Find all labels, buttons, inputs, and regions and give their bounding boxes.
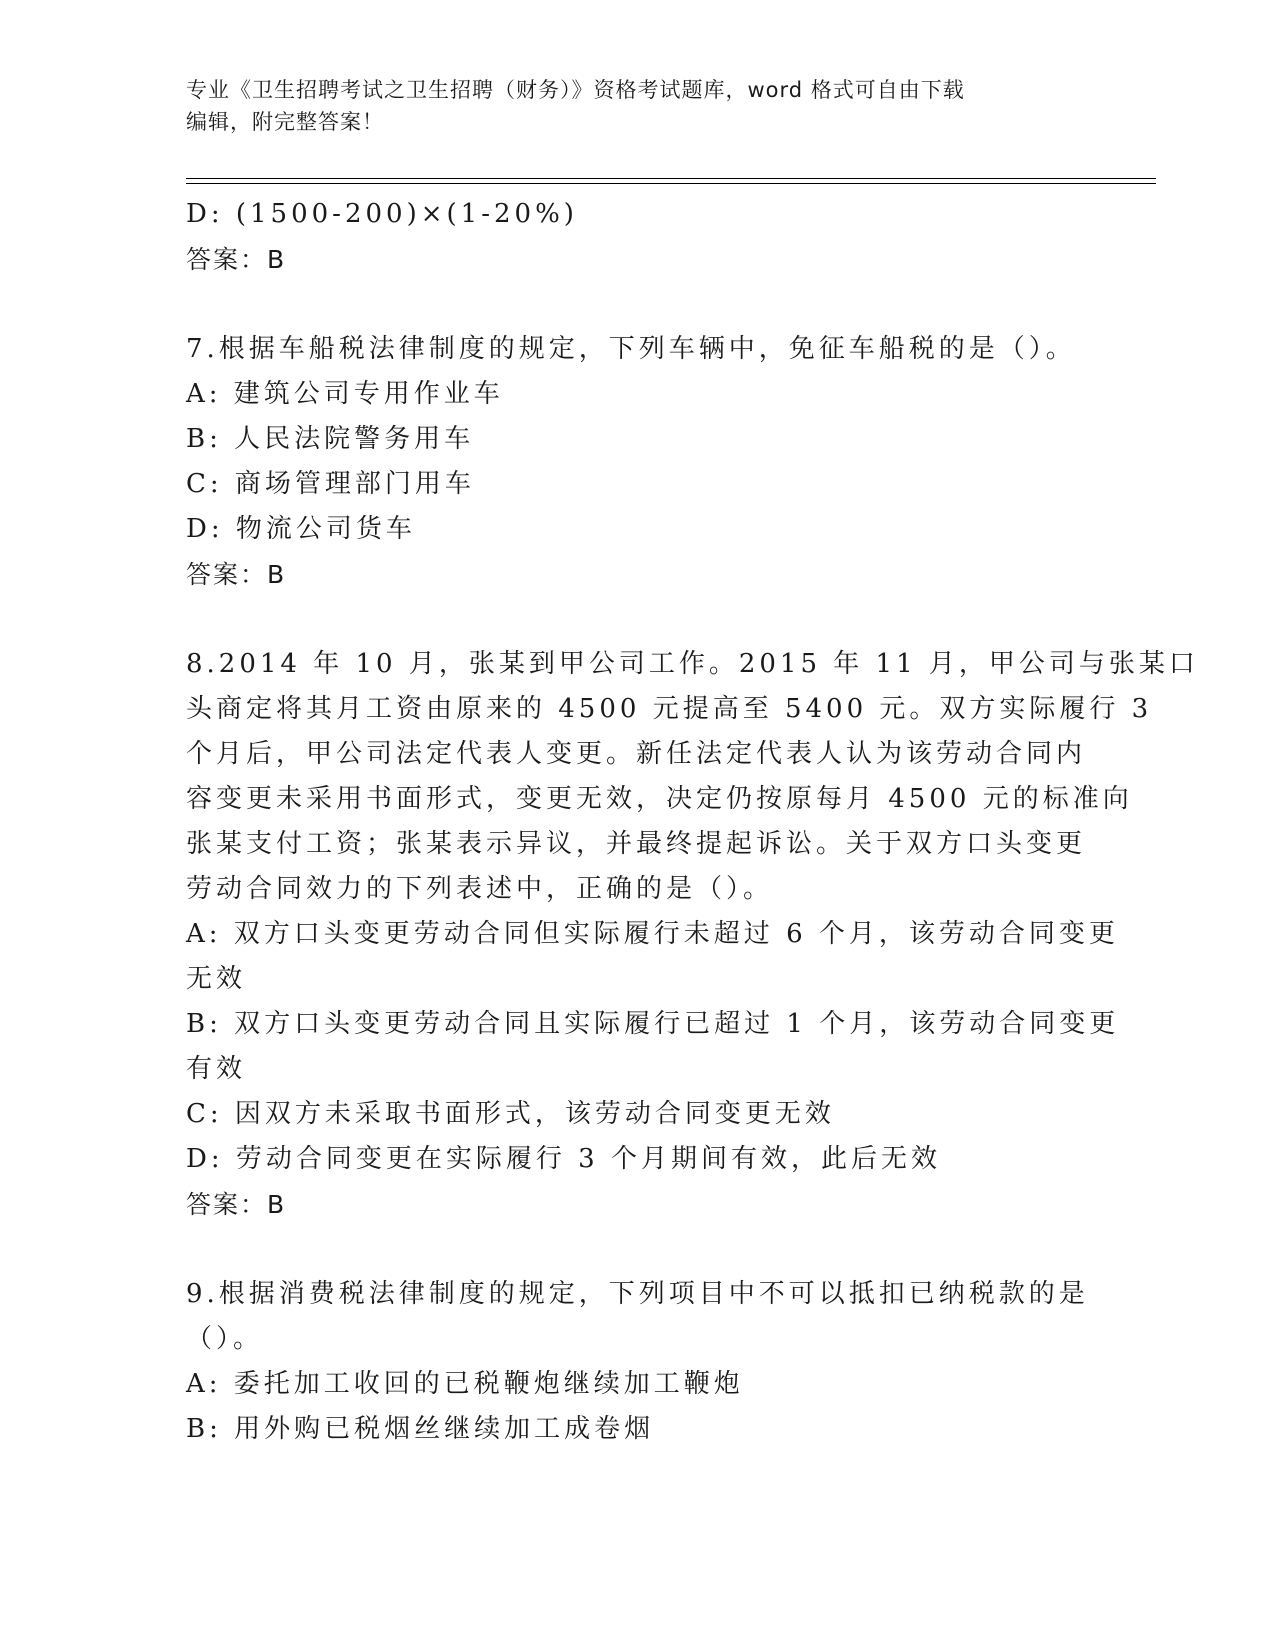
header-divider-top [186,178,1156,179]
option-b-line-1: B: 双方口头变更劳动合同且实际履行已超过 1 个月，该劳动合同变更 [186,1009,1120,1039]
question-7 [186,327,1086,597]
answer-line: 答案：B [186,560,287,589]
question-text-line-6: 劳动合同效力的下列表述中，正确的是（）。 [186,874,774,904]
spacer [186,282,1086,327]
spacer [186,597,1086,642]
question-text-line-5: 张某支付工资；张某表示异议，并最终提起诉讼。关于双方口头变更 [186,829,1087,859]
document-body [186,192,1199,1452]
answer-line: 答案：B [186,245,287,274]
question-text-line-3: 个月后，甲公司法定代表人变更。新任法定代表人认为该劳动合同内 [186,739,1087,769]
question-text-line-2: 头商定将其月工资由原来的 4500 元提高至 5400 元。双方实际履行 3 [186,694,1153,724]
option-b-line-2: 有效 [186,1054,247,1084]
question-text-line-1: 8.2014 年 10 月，张某到甲公司工作。2015 年 11 月，甲公司与张某口 [186,649,1199,679]
answer-line: 答案：B [186,1190,287,1219]
question-9 [186,1272,1089,1452]
option-b: B: 用外购已税烟丝继续加工成卷烟 [186,1414,655,1444]
option-c: C: 因双方未采取书面形式，该劳动合同变更无效 [186,1099,835,1129]
question-text-line-1: 9.根据消费税法律制度的规定，下列项目中不可以抵扣已纳税款的是 [186,1279,1089,1309]
option-a-line-2: 无效 [186,964,247,994]
header-divider-bottom [186,183,1156,184]
question-8 [186,642,1199,1227]
header-line-1: 专业《卫生招聘考试之卫生招聘（财务）》资格考试题库，word 格式可自由下载 [186,78,965,102]
spacer [186,1227,1086,1272]
option-d: D: (1500-200)×(1-20%) [186,199,578,229]
option-a: A: 委托加工收回的已税鞭炮继续加工鞭炮 [186,1369,744,1399]
question-text-line-4: 容变更未采用书面形式，变更无效，决定仍按原每月 4500 元的标准向 [186,784,1133,814]
option-d: D: 劳动合同变更在实际履行 3 个月期间有效，此后无效 [186,1144,941,1174]
option-a: A: 建筑公司专用作业车 [186,379,504,409]
question-text: 7.根据车船税法律制度的规定，下列车辆中，免征车船税的是（）。 [186,334,1076,364]
page-header [186,74,1066,138]
question-text-line-2: （）。 [186,1324,264,1354]
option-d: D: 物流公司货车 [186,514,416,544]
option-b: B: 人民法院警务用车 [186,424,475,454]
option-a-line-1: A: 双方口头变更劳动合同但实际履行未超过 6 个月，该劳动合同变更 [186,919,1119,949]
option-c: C: 商场管理部门用车 [186,469,475,499]
previous-question-tail [186,192,1086,282]
header-line-2: 编辑，附完整答案！ [186,110,384,134]
